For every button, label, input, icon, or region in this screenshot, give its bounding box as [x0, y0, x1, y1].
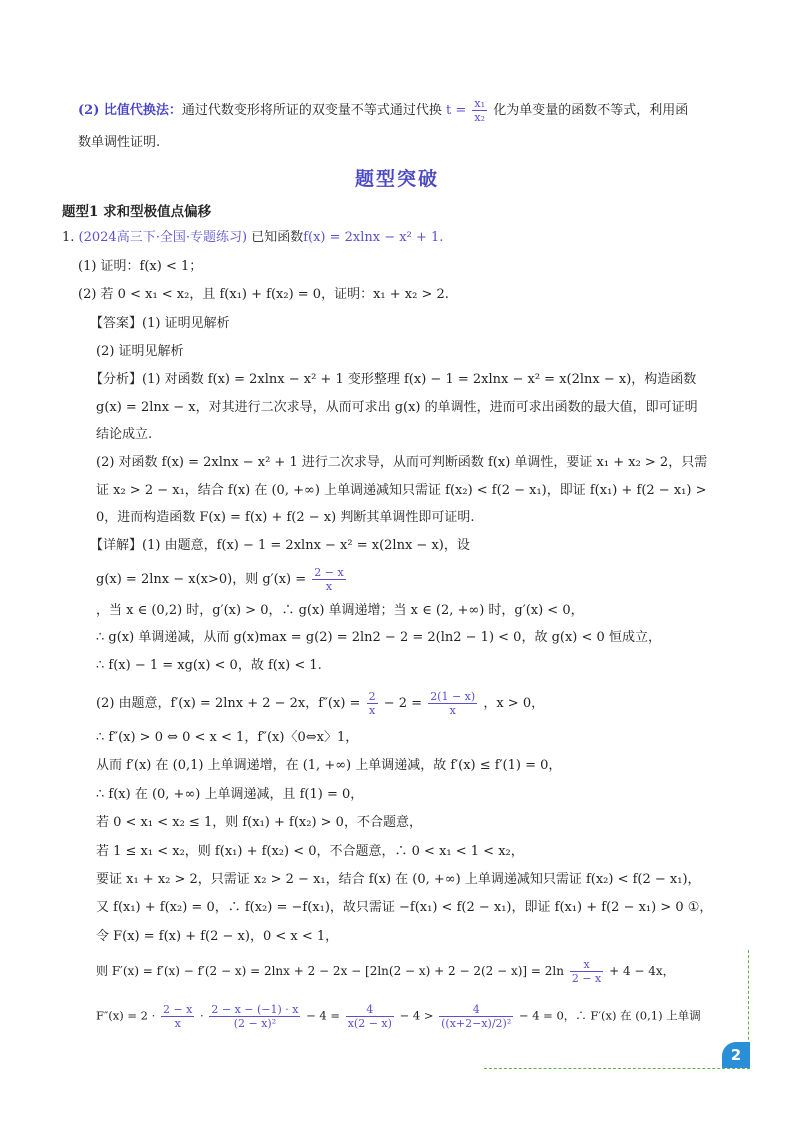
- fraction-2-1-x: $\frac{2(1 - x)}{x}$: [430, 690, 476, 717]
- problem-part-2: (2) 若 0 < x₁ < x₂，且 f(x₁) + f(x₂) = 0，证明：x₁ + x₂ > 2.: [78, 287, 449, 302]
- detail-text-4: ∴ g(x) 单调递减，从而 g(x)max = g(2) = 2ln2 − 2 = 2(ln2 − 1) < 0，故 g(x) < 0 恒成立，: [96, 630, 661, 645]
- fraction-x-over-2-x: $\frac{x}{2 - x}$: [571, 958, 602, 985]
- detail-text-5: ∴ f(x) − 1 = xg(x) < 0，故 f(x) < 1.: [96, 658, 322, 673]
- answer-1: (1) 证明见解析: [142, 316, 230, 331]
- analysis-label: 【分析】: [90, 372, 143, 387]
- answer-label: 【答案】: [90, 316, 143, 331]
- detail-line-2: [96, 566, 348, 593]
- intro-text-2: 化为单变量的函数不等式，利用函: [493, 103, 689, 118]
- detail-line-6: (2) 由题意，f′(x) = 2lnx + 2 − 2x，f″(x) = $\frac{2}{x}$ − 2 = $\frac{2(1 - x)}{x}$ ，x > 0，: [96, 690, 545, 717]
- detail-text-1: (1) 由题意，f(x) − 1 = 2xlnx − x² = x(2lnx − x)，设: [142, 538, 470, 553]
- problem-stem: 已知函数: [251, 230, 304, 245]
- substitution-formula: t =: [446, 103, 467, 118]
- detail-line-15: 则 F′(x) = f′(x) − f′(2 − x) = 2lnx + 2 − 2x − [2ln(2 − x) + 2 − 2(2 − x)] = 2ln $\frac{x}{2 - x}$ + 4 − 4x，: [96, 958, 675, 985]
- intro-text-1: 通过代数变形将所证的双变量不等式通过代换: [181, 103, 442, 118]
- answer-2: (2) 证明见解析: [96, 344, 184, 359]
- fraction-b: $\frac{2 - x - (-1) \cdot x}{\text{(2 − x)²}}$: [211, 1003, 299, 1030]
- problem-line: [62, 228, 443, 248]
- detail-text-8: 从而 f′(x) 在 (0,1) 上单调递增，在 (1, +∞) 上单调递减，故 f′(x) ≤ f′(1) = 0，: [96, 758, 562, 773]
- page-border-vertical: [748, 950, 749, 1050]
- analysis-text-5: 证 x₂ > 2 − x₁，结合 f(x) 在 (0, +∞) 上单调递减知只需证 f(x₂) < f(2 − x₁)，即证 f(x₁) + f(2 − x₁) >: [96, 483, 707, 498]
- intro-line-2: 数单调性证明.: [78, 135, 161, 150]
- detail-text-11: 若 1 ≤ x₁ < x₂，则 f(x₁) + f(x₂) < 0，不合题意，∴ 0 < x₁ < 1 < x₂，: [96, 844, 524, 859]
- fraction-d: $\frac{4}{\text{((x+2−x)/2)²}}$: [441, 1003, 512, 1030]
- type-heading: 题型1 求和型极值点偏移: [62, 204, 212, 220]
- intro-label: (2) 比值代换法：: [78, 103, 182, 118]
- derivative-fraction: $\frac{2 - x}{x}$: [314, 566, 344, 593]
- problem-source: (2024高三下·全国·专题练习): [78, 230, 248, 245]
- intro-line-1: [78, 97, 688, 124]
- detail-line-16: F″(x) = 2 · $\frac{2 - x}{x}$ · $\frac{2 - x - (-1) \cdot x}{\text{(2 − x)²}}$ − 4 = $\frac{4}{x(2 - x)}$ − 4 > $\frac{4}{\text{((x+2−x)/2)²}}$ − 4 = 0，∴ F′(x) 在 (0,1) 上单调: [96, 1003, 701, 1030]
- problem-function: f(x) = 2xlnx − x² + 1.: [303, 230, 444, 245]
- problem-number: 1.: [62, 230, 75, 245]
- detail-text-14: 令 F(x) = f(x) + f(2 − x)，0 < x < 1，: [96, 929, 339, 944]
- fraction-2-over-x: $\frac{2}{x}$: [368, 690, 376, 717]
- section-title: 题型突破: [354, 168, 439, 190]
- ratio-fraction: $\frac{\text{x₁}}{\text{x₂}}$: [474, 97, 486, 124]
- detail-text-9: ∴ f(x) 在 (0, +∞) 上单调递减，且 f(1) = 0，: [96, 787, 364, 802]
- detail-text-2: g(x) = 2lnx − x(x>0)，则 g′(x) =: [96, 572, 307, 587]
- detail-text-3: ，当 x ∈ (0,2) 时，g′(x) > 0，∴ g(x) 单调递增；当 x ∈ (2, +∞) 时，g′(x) < 0，: [96, 603, 584, 618]
- detail-line-1: [90, 536, 470, 556]
- analysis-text-4: (2) 对函数 f(x) = 2xlnx − x² + 1 进行二次求导，从而可判断函数 f(x) 单调性，要证 x₁ + x₂ > 2，只需: [96, 455, 708, 470]
- page-border-horizontal: [484, 1068, 750, 1069]
- analysis-text-3: 结论成立.: [96, 427, 153, 442]
- detail-text-7: ∴ f″(x) > 0 ⇔ 0 < x < 1，f″(x)〈0⇔x〉1，: [96, 730, 359, 745]
- fraction-a: $\frac{2 - x}{x}$: [162, 1003, 193, 1030]
- detail-label: 【详解】: [90, 538, 143, 553]
- detail-text-10: 若 0 < x₁ < x₂ ≤ 1，则 f(x₁) + f(x₂) > 0，不合题意，: [96, 815, 422, 830]
- fraction-c: $\frac{4}{x(2 - x)}$: [347, 1003, 392, 1030]
- answer-line-1: [90, 314, 230, 334]
- detail-text-12: 要证 x₁ + x₂ > 2，只需证 x₂ > 2 − x₁，结合 f(x) 在 (0, +∞) 上单调递减知只需证 f(x₂) < f(2 − x₁)，: [96, 872, 701, 887]
- analysis-text-2: g(x) = 2lnx − x，对其进行二次求导，从而可求出 g(x) 的单调性，进而可求出函数的最大值，即可证明: [96, 400, 698, 415]
- detail-text-13: 又 f(x₁) + f(x₂) = 0，∴ f(x₂) = −f(x₁)，故只需证 −f(x₁) < f(2 − x₁)，即证 f(x₁) + f(2 − x₁) > 0 ①，: [96, 900, 713, 915]
- analysis-line-1: [90, 370, 696, 390]
- analysis-text-1: (1) 对函数 f(x) = 2xlnx − x² + 1 变形整理 f(x) − 1 = 2xlnx − x² = x(2lnx − x)，构造函数: [142, 372, 697, 387]
- page-number-badge: 2: [722, 1042, 750, 1068]
- problem-part-1: (1) 证明：f(x) < 1；: [78, 259, 203, 274]
- analysis-text-6: 0，进而构造函数 F(x) = f(x) + f(2 − x) 判断其单调性即可证明.: [96, 510, 475, 525]
